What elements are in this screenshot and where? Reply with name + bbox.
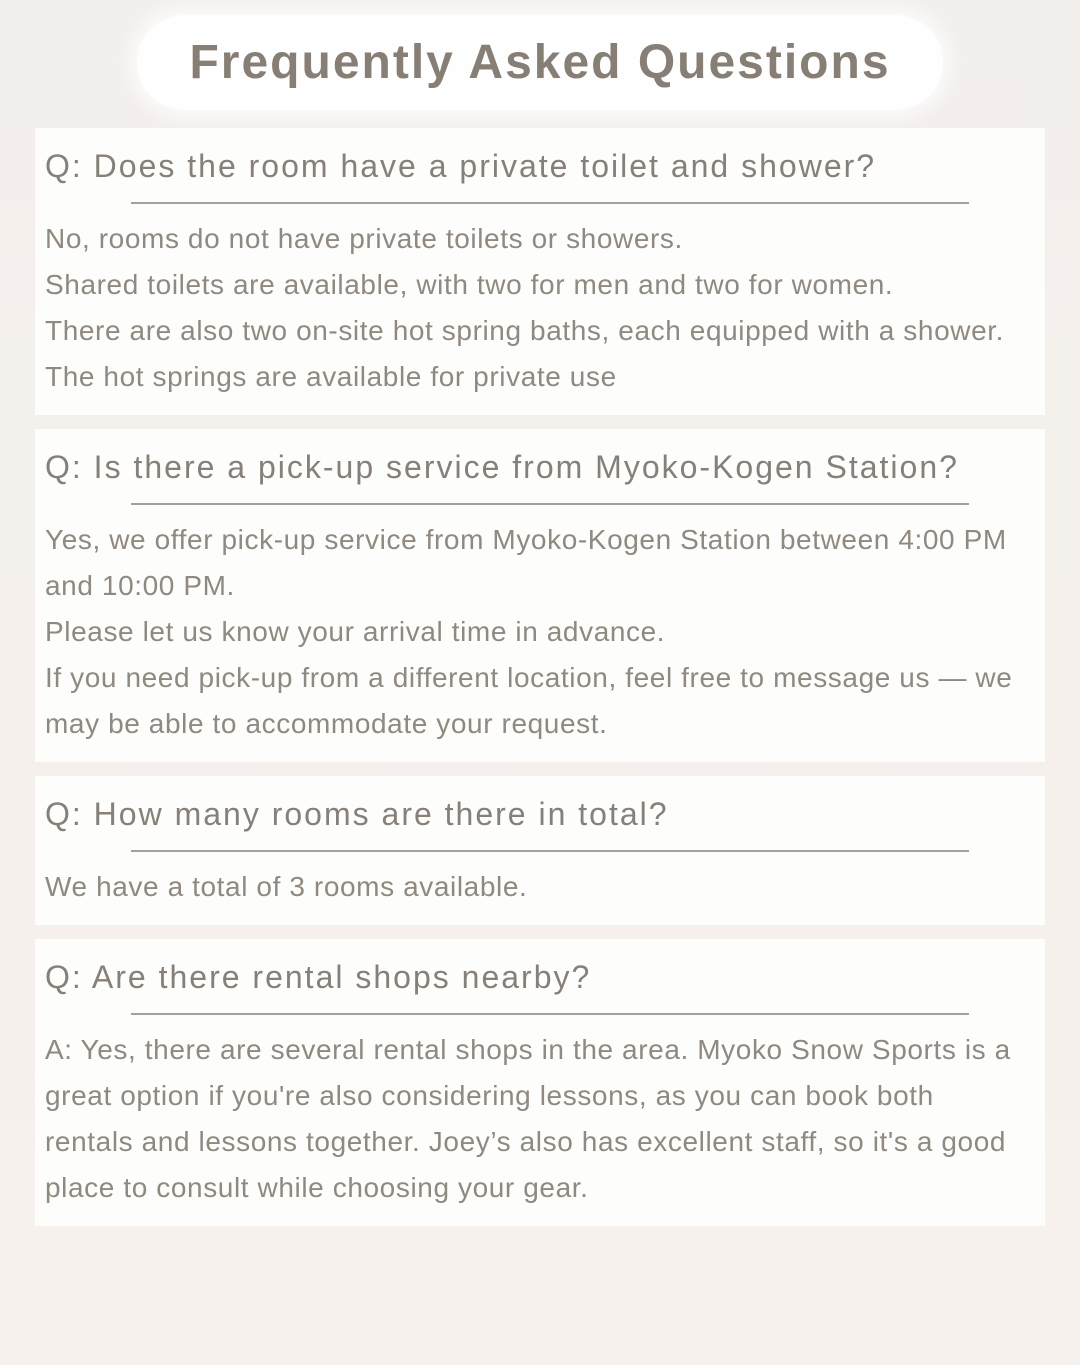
answer-paragraph: A: Yes, there are several rental shops in the area. Myoko Snow Sports is a great option if you're also considering lessons, as you can book both rentals and lessons together. Joey’s also has excellent staff, so it's a good place to consult while choosing your gear.	[45, 1034, 1011, 1203]
answer-paragraph: No, rooms do not have private toilets or showers.	[45, 223, 683, 254]
faq-question: Q: How many rooms are there in total?	[45, 796, 669, 832]
faq-answer	[45, 517, 1015, 747]
faq-answer	[45, 216, 1015, 400]
answer-paragraph: There are also two on-site hot spring baths, each equipped with a shower.	[45, 315, 1005, 346]
faq-question: Q: Is there a pick-up service from Myoko-Kogen Station?	[45, 449, 959, 485]
answer-paragraph: Please let us know your arrival time in advance.	[45, 616, 666, 647]
faq-card	[35, 939, 1045, 1226]
faq-question: Q: Does the room have a private toilet and shower?	[45, 148, 877, 184]
question-divider	[131, 850, 969, 852]
answer-paragraph: If you need pick-up from a different location, feel free to message us — we may be able to accommodate your request.	[45, 662, 1013, 739]
faq-question: Q: Are there rental shops nearby?	[45, 959, 592, 995]
faq-list	[35, 128, 1045, 1226]
question-divider	[131, 1013, 969, 1015]
faq-answer	[45, 864, 1015, 910]
answer-paragraph: We have a total of 3 rooms available.	[45, 871, 528, 902]
faq-card	[35, 128, 1045, 415]
faq-card	[35, 776, 1045, 925]
question-divider	[131, 503, 969, 505]
answer-paragraph: The hot springs are available for private use	[45, 361, 617, 392]
answer-paragraph: Yes, we offer pick-up service from Myoko-Kogen Station between 4:00 PM and 10:00 PM.	[45, 524, 1007, 601]
answer-paragraph: Shared toilets are available, with two for men and two for women.	[45, 269, 894, 300]
question-divider	[131, 202, 969, 204]
page-title: Frequently Asked Questions	[189, 36, 891, 89]
faq-page	[0, 15, 1080, 1365]
faq-answer	[45, 1027, 1015, 1211]
page-title-pill	[137, 15, 943, 110]
faq-card	[35, 429, 1045, 762]
